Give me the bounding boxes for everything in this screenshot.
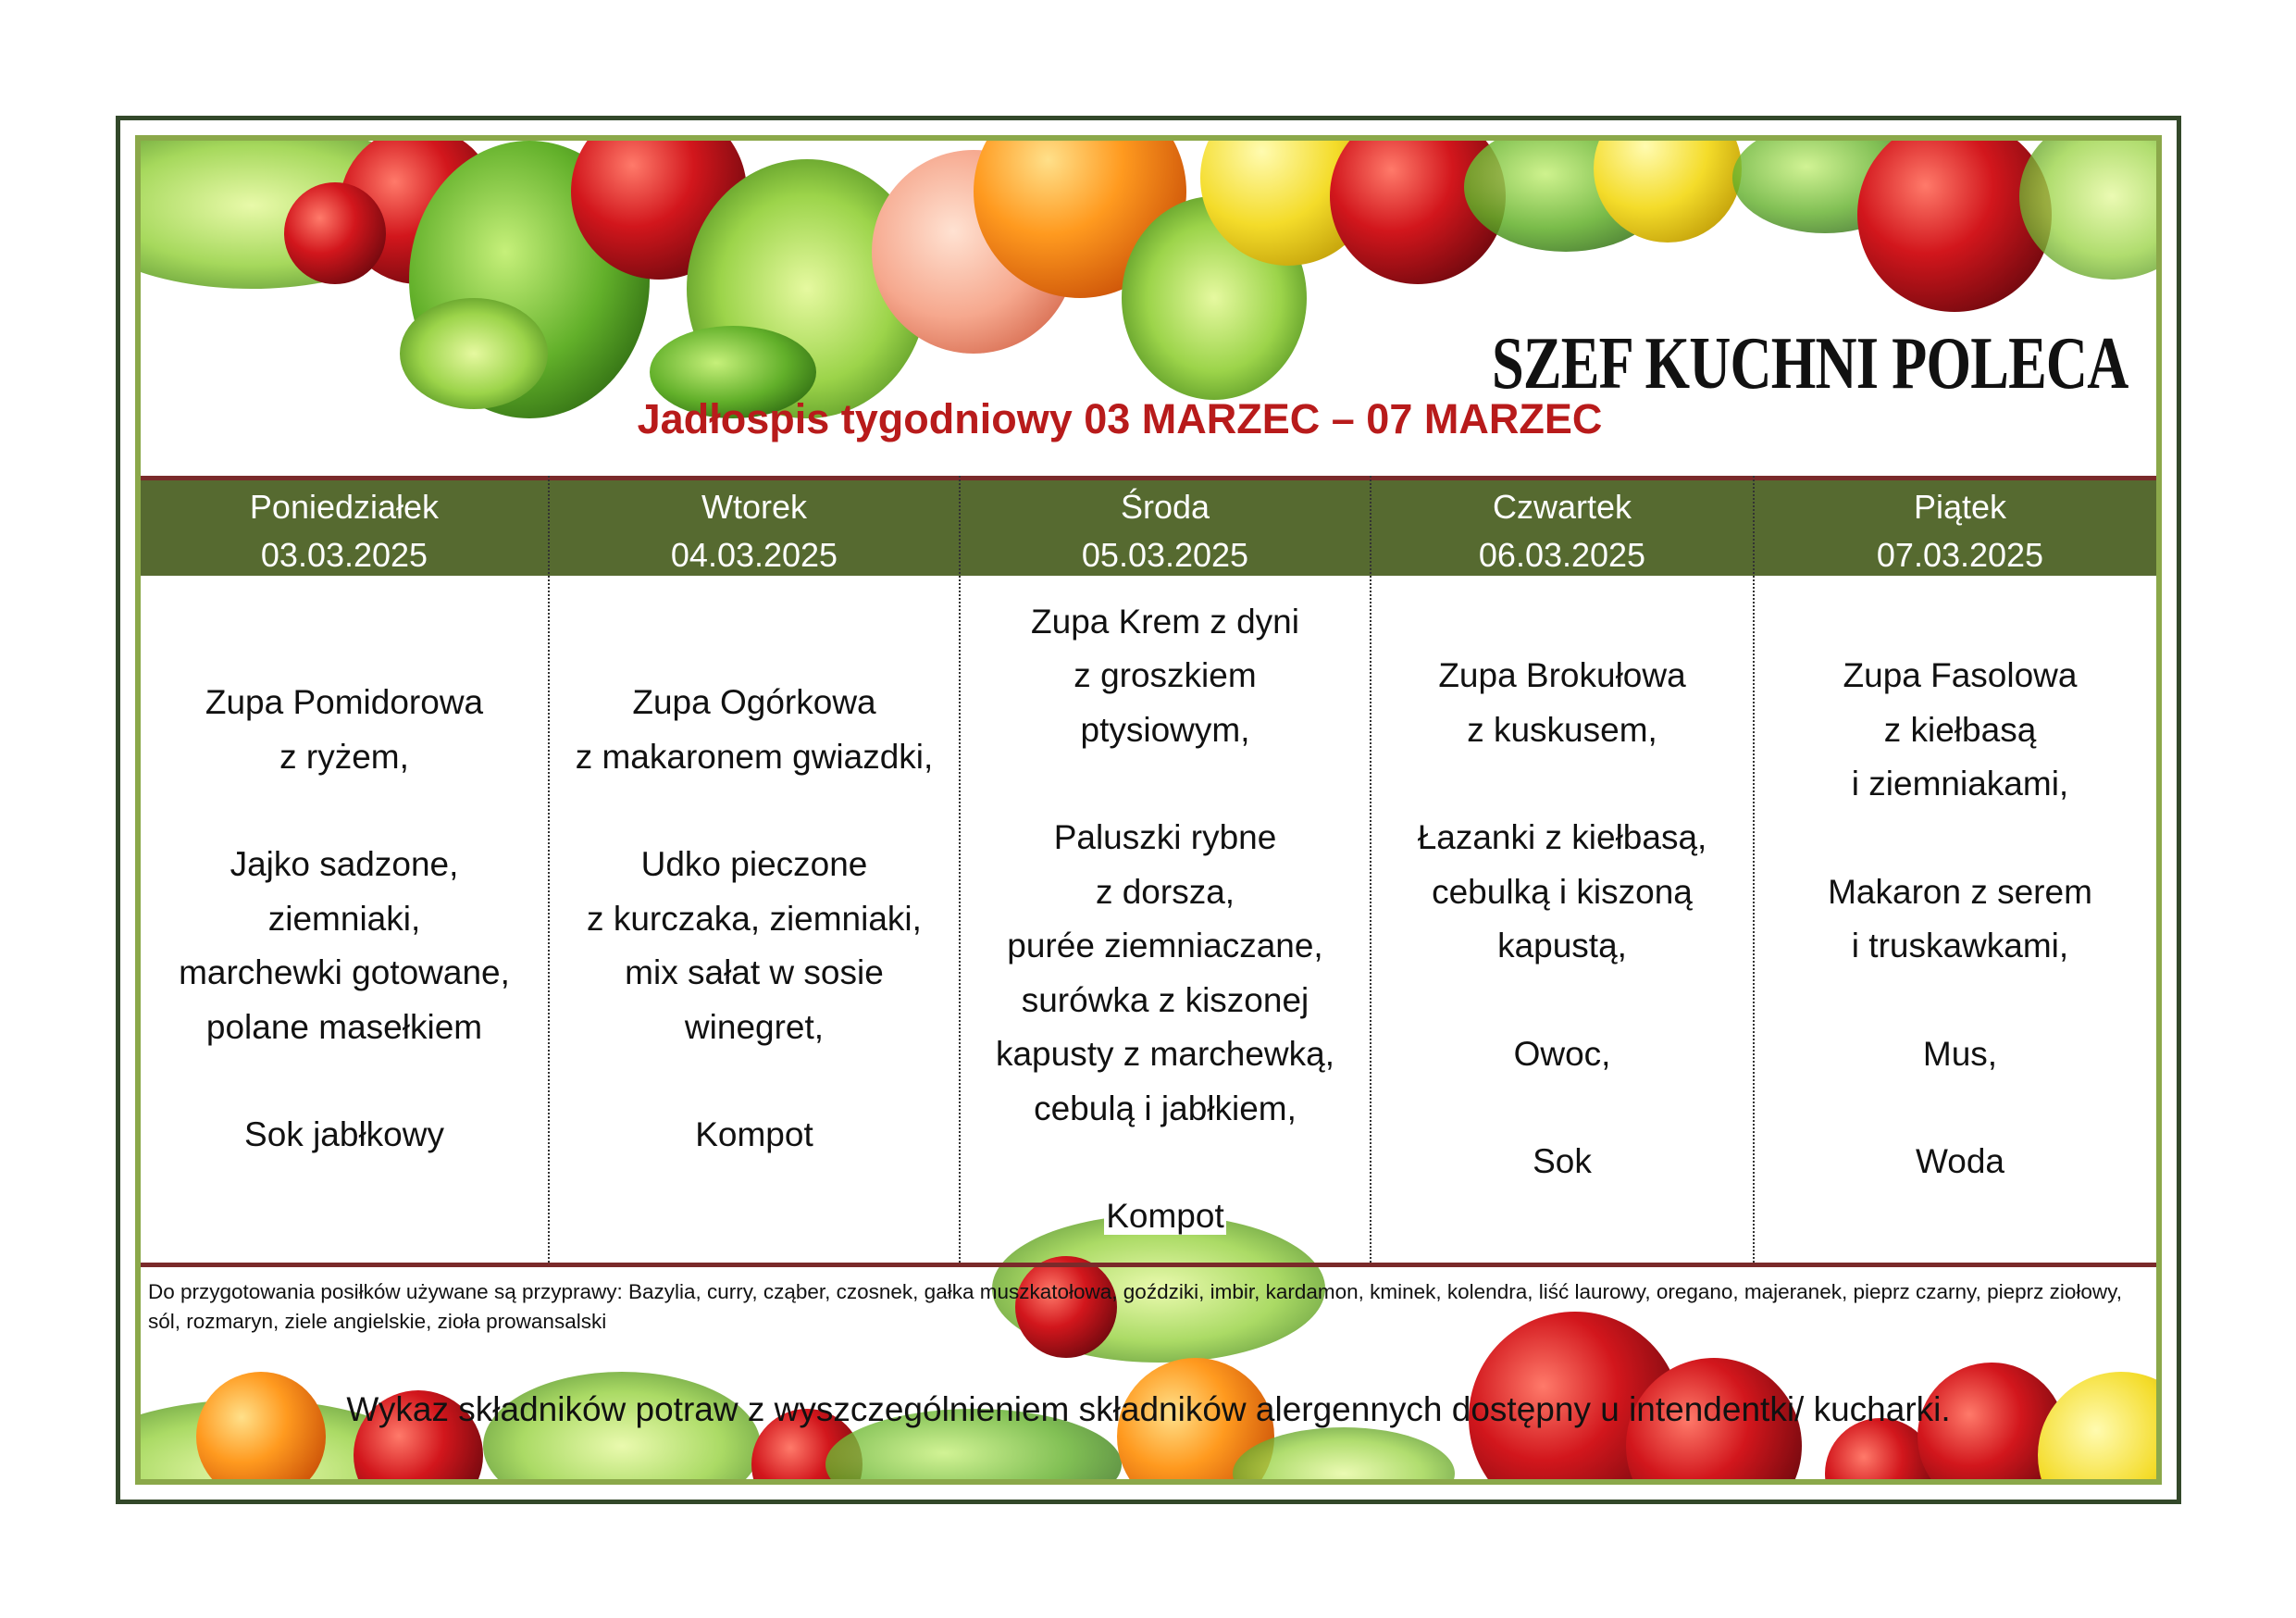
menu-subtitle (141, 395, 2156, 443)
allergen-note: Wykaz składników potraw z wyszczególnieniem składników alergennych dostępny u intendentki/ kucharki. (346, 1390, 1951, 1428)
menu-line-highlight: Kompot (1106, 1197, 1224, 1235)
day-header (1371, 476, 1753, 576)
day-name: Środa (1120, 488, 1210, 526)
menu-line: kapustą, (1497, 927, 1627, 965)
menu-line: z makaronem gwiazdki, (575, 737, 934, 776)
day-date: 03.03.2025 (260, 536, 428, 574)
menu-line: surówka z kiszonej (1021, 980, 1309, 1019)
menu-line: polane masełkiem (205, 1007, 483, 1046)
day-name: Wtorek (701, 488, 807, 526)
day-column-tuesday (550, 476, 959, 1263)
menu-line: mix sałat w sosie (625, 953, 884, 992)
day-date: 07.03.2025 (1876, 536, 2044, 574)
menu-subtitle-text: Jadłospis tygodniowy 03 MARZEC – 07 MARZEC (637, 395, 1603, 442)
menu-line: Zupa Fasolowa (1843, 656, 2078, 695)
menu-line: Owoc, (1513, 1034, 1611, 1073)
menu-line: Zupa Pomidorowa (205, 683, 484, 722)
menu-line: purée ziemniaczane, (1007, 927, 1323, 965)
day-header (550, 476, 959, 576)
day-menu (1755, 576, 2162, 1263)
day-date: 05.03.2025 (1081, 536, 1249, 574)
menu-line: Jajko sadzone, (230, 845, 459, 884)
menu-line: Mus, (1922, 1034, 1998, 1073)
day-menu (141, 576, 548, 1263)
spices-note: Do przygotowania posiłków używane są przyprawy: Bazylia, curry, cząber, czosnek, gałka muszkatołowa, goździki, imbir, kardamon, kminek, kolendra, liść laurowy, oregano, majeranek, pieprz czarny, pieprz ziołowy, sól, rozmaryn, ziele angielskie, zioła prowansalski (148, 1280, 2122, 1333)
menu-line: Zupa Ogórkowa (632, 683, 876, 722)
day-date: 04.03.2025 (670, 536, 838, 574)
menu-line: Zupa Krem z dyni (1031, 602, 1299, 641)
day-column-thursday (1371, 476, 1753, 1263)
menu-line: cebulą i jabłkiem, (1034, 1089, 1297, 1127)
menu-line: winegret, (684, 1007, 825, 1046)
day-header (141, 476, 548, 576)
day-menu (1371, 576, 1753, 1263)
day-column-wednesday (961, 476, 1370, 1263)
menu-line: marchewki gotowane, (179, 953, 510, 992)
menu-line: Łazanki z kiełbasą, (1417, 818, 1707, 857)
day-menu (550, 576, 959, 1263)
menu-line: Kompot (695, 1115, 813, 1154)
menu-line: Paluszki rybne (1053, 818, 1277, 856)
menu-line: i truskawkami, (1851, 927, 2069, 965)
menu-line: cebulką i kiszoną (1432, 872, 1693, 911)
table-bottom-rule (141, 1263, 2156, 1267)
menu-frame (116, 116, 2181, 1504)
menu-line (1104, 1189, 1226, 1244)
menu-line: Sok jabłkowy (244, 1115, 444, 1154)
menu-line: z kuskusem, (1467, 710, 1657, 749)
menu-line: kapusty z marchewką, (995, 1035, 1335, 1073)
day-menu (961, 576, 1370, 1263)
day-name: Czwartek (1492, 488, 1632, 526)
brand-title: SZEF KUCHNI POLECA (1492, 323, 2128, 404)
menu-line: Udko pieczone (640, 845, 868, 884)
menu-line: Makaron z serem (1828, 872, 2092, 911)
menu-line: Sok (1533, 1142, 1592, 1181)
day-column-friday (1755, 476, 2162, 1263)
menu-line: z kiełbasą (1883, 710, 2037, 749)
weekly-menu-table (141, 476, 2156, 1263)
menu-inner-border (135, 135, 2162, 1485)
day-column-monday (141, 476, 548, 1263)
day-header (1755, 476, 2162, 576)
menu-line: Zupa Brokułowa (1438, 656, 1686, 695)
menu-line: z dorsza, (1095, 872, 1235, 911)
menu-line: ziemniaki, (267, 899, 421, 938)
day-name: Poniedziałek (249, 488, 440, 526)
day-name: Piątek (1913, 488, 2007, 526)
menu-line: z ryżem, (279, 737, 409, 776)
menu-line: Woda (1916, 1142, 2004, 1181)
menu-line: i ziemniakami, (1851, 765, 2069, 803)
day-date: 06.03.2025 (1478, 536, 1646, 574)
menu-line: z kurczaka, ziemniaki, (587, 899, 922, 938)
day-header (961, 476, 1370, 576)
menu-line: ptysiowym, (1080, 710, 1250, 749)
menu-line: z groszkiem (1074, 656, 1257, 694)
